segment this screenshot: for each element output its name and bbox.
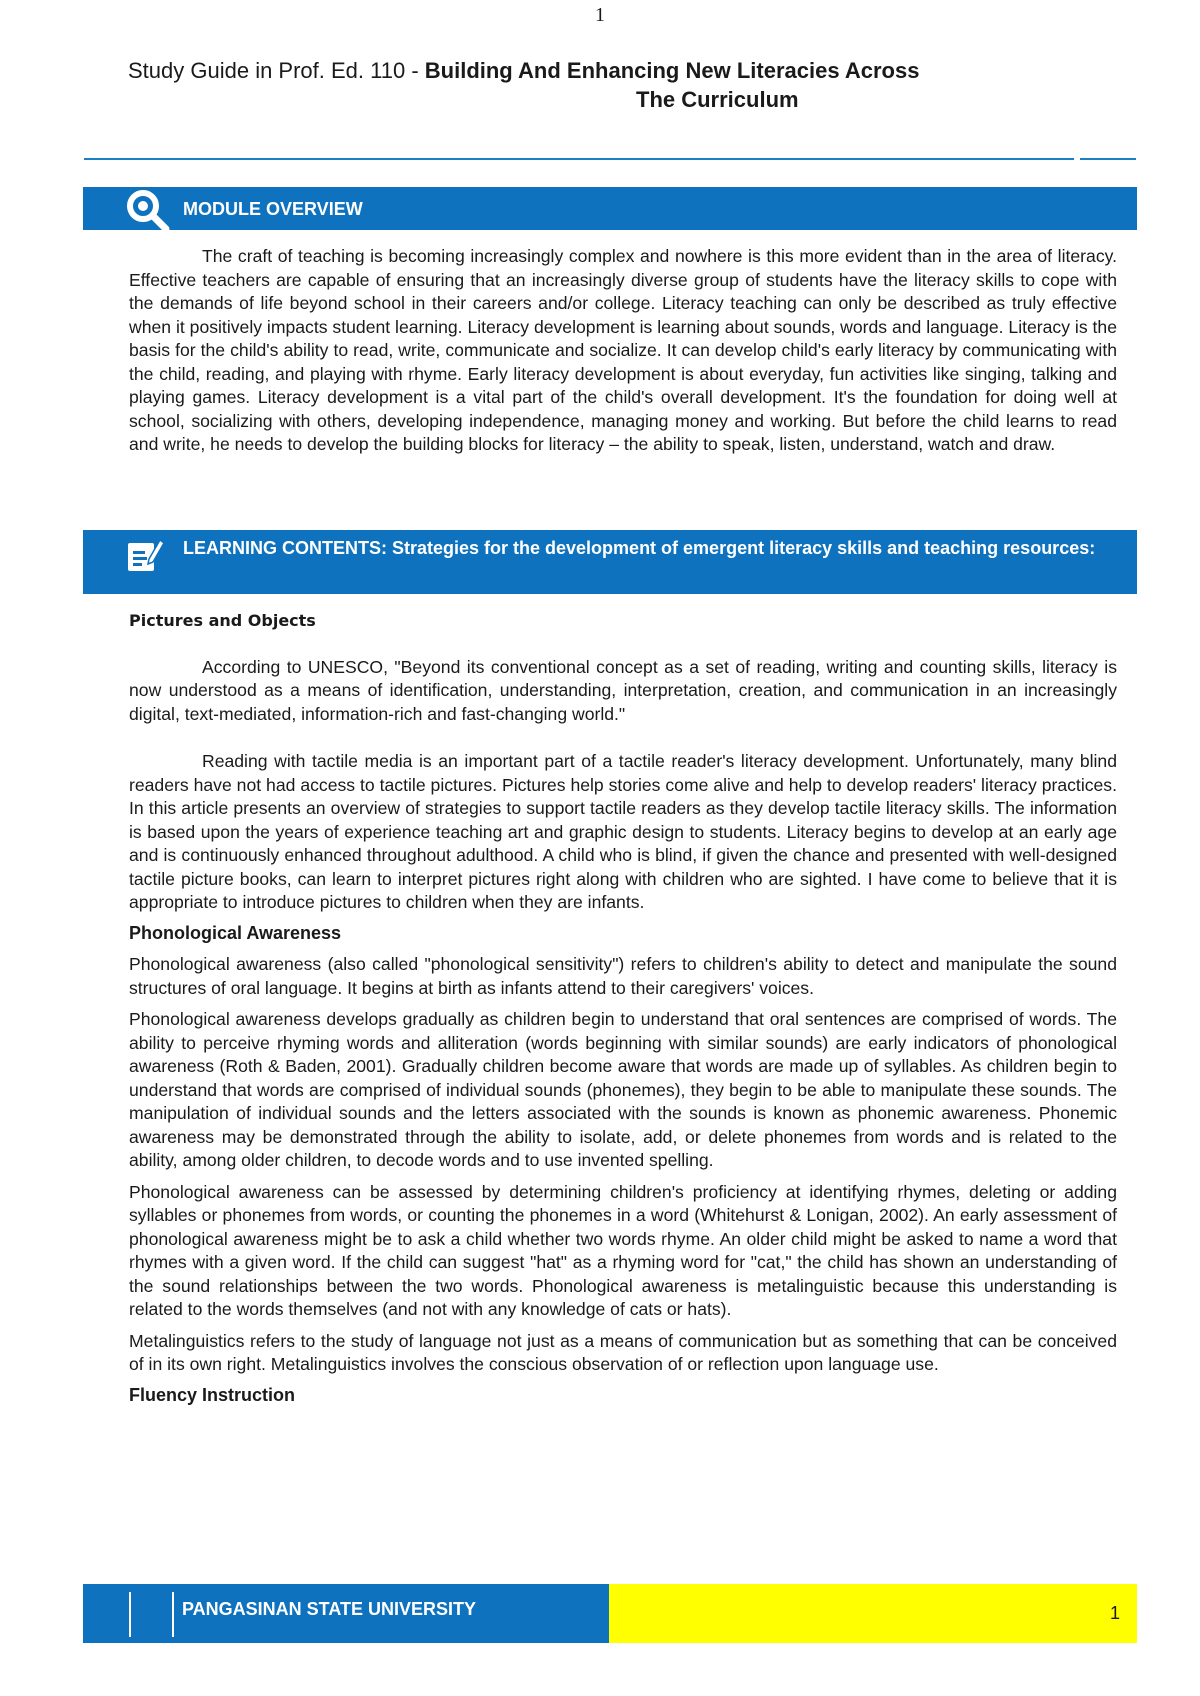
module-overview-paragraph: The craft of teaching is becoming increasingly complex and nowhere is this more evident than in the area of literacy. Effective teachers are capable of ensuring that an increasingly diverse group of students have the literacy skills to cope with the demands of life beyond school in their careers and/or college. Literacy teaching can only be described as truly effective when it positively impacts student learning. Literacy development is learning about sounds, words and language. Literacy is the basis for the child's ability to read, write, communicate and socialize. It can develop child's early literacy by communicating with the child, reading, and playing with rhyme. Early literacy development is about everyday, fun activities like singing, talking and playing games. Literacy development is a vital part of the child's overall development. It's the foundation for doing well at school, socializing with others, developing independence, managing money and working. But before the child learns to read and write, he needs to develop the building blocks for literacy – the ability to speak, listen, understand, watch and draw.	[129, 246, 1117, 454]
footer-divider-left	[129, 1592, 131, 1637]
magnifier-icon	[121, 185, 171, 233]
header-title-line2: The Curriculum	[636, 87, 799, 112]
phonological-paragraph-4: Metalinguistics refers to the study of language not just as a means of communication but as something that can be conceived of in its own right. Metalinguistics involves the conscious observation of or reflection upon language use.	[129, 1330, 1117, 1374]
learning-contents-label: LEARNING CONTENTS: Strategies for the development of emergent literacy skills and teaching resources:	[183, 538, 1096, 558]
pictures-paragraph-2: Reading with tactile media is an important part of a tactile reader's literacy development. Unfortunately, many blind readers have not had access to tactile pictures. Pictures help stories come alive and help to develop readers' literacy practices. In this article presents an overview of strategies to support tactile readers as they develop tactile literacy skills. The information is based upon the years of experience teaching art and graphic design to students. Literacy begins to develop at an early age and is continuously enhanced throughout adulthood. A child who is blind, if given the chance and presented with well-designed tactile picture books, can learn to interpret pictures right along with children who are sighted. I have come to believe that it is appropriate to introduce pictures to children when they are infants.	[129, 751, 1117, 912]
module-overview-section	[129, 245, 1117, 457]
footer-yellow-panel	[609, 1584, 1137, 1643]
learning-contents-banner	[83, 530, 1137, 594]
pictures-paragraph-1: According to UNESCO, "Beyond its conventional concept as a set of reading, writing and counting skills, literacy is now understood as a means of identification, understanding, interpretation, creation, and communication in an increasingly digital, text-mediated, information-rich and fast-changing world."	[129, 656, 1117, 724]
edit-document-icon	[125, 536, 165, 576]
header-title-line1: Building And Enhancing New Literacies Across	[424, 58, 920, 83]
page-header	[128, 56, 1048, 114]
top-page-number: 1	[595, 4, 605, 26]
heading-pictures-and-objects: Pictures and Objects	[129, 611, 316, 630]
header-divider-end	[1080, 158, 1136, 160]
footer-university-name: PANGASINAN STATE UNIVERSITY	[182, 1599, 477, 1619]
header-divider	[84, 158, 1074, 160]
learning-contents-body	[129, 609, 1117, 1407]
footer-divider-right	[172, 1592, 174, 1637]
header-prefix: Study Guide in Prof. Ed. 110 -	[128, 58, 425, 83]
phonological-paragraph-2: Phonological awareness develops gradually as children begin to understand that oral sentences are comprised of words. The ability to perceive rhyming words and alliteration (words beginning with similar sounds) are early indicators of phonological awareness (Roth & Baden, 2001). Gradually children become aware that words are made up of syllables. As children begin to understand that words are comprised of individual sounds (phonemes), they begin to be able to manipulate these sounds. The manipulation of individual sounds and the letters associated with the sounds is known as phonemic awareness. Phonemic awareness may be demonstrated through the ability to isolate, add, or delete phonemes from words and is related to the ability, among older children, to decode words and to use invented spelling.	[129, 1009, 1117, 1170]
phonological-paragraph-1: Phonological awareness (also called "phonological sensitivity") refers to children's ability to detect and manipulate the sound structures of oral language. It begins at birth as infants attend to their caregivers' voices.	[129, 954, 1117, 998]
heading-phonological-awareness: Phonological Awareness	[129, 922, 342, 943]
footer-page-number: 1	[1110, 1603, 1121, 1623]
module-overview-label: MODULE OVERVIEW	[183, 199, 363, 219]
heading-fluency-instruction: Fluency Instruction	[129, 1384, 296, 1405]
module-overview-banner	[83, 187, 1137, 230]
phonological-paragraph-3: Phonological awareness can be assessed by determining children's proficiency at identifying rhymes, deleting or adding syllables or phonemes from words, or counting the phonemes in a word (Whitehurst & Lonigan, 2002). An early assessment of phonological awareness might be to ask a child whether two words rhyme. An older child might be asked to name a word that rhymes with a given word. If the child can suggest "hat" as a rhyming word for "cat," the child has shown an understanding of the sound relationships between the two words. Phonological awareness is metalinguistic because this understanding is related to the words themselves (and not with any knowledge of cats or hats).	[129, 1181, 1117, 1319]
